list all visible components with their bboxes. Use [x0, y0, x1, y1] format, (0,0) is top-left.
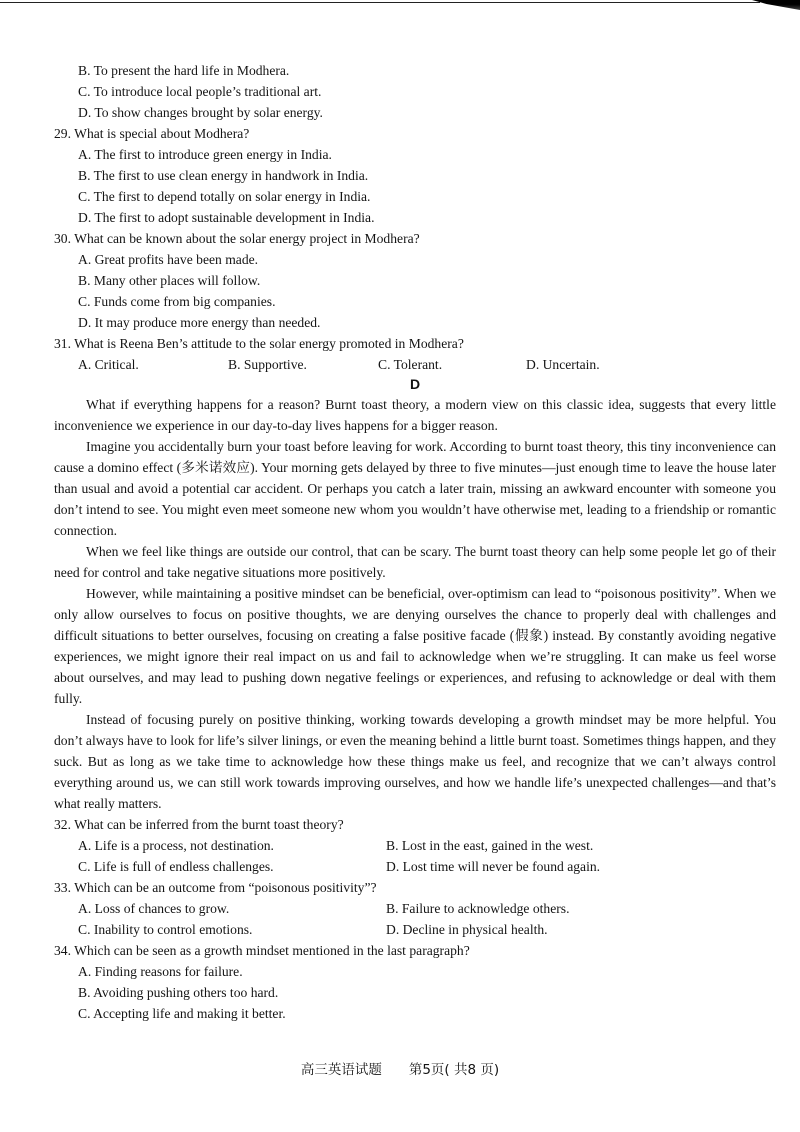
q28-option-d: D. To show changes brought by solar energy. [78, 105, 323, 120]
q29-option-c: C. The first to depend totally on solar energy in India. [78, 189, 371, 204]
passage-paragraph-1: What if everything happens for a reason? Burnt toast theory, a modern view on this classic idea, suggests that every little inconvenience we experience in our day-to-day lives happens for a bigger reason. [54, 397, 776, 433]
q34-option-c: C. Accepting life and making it better. [78, 1006, 286, 1021]
q32-option-d: D. Lost time will never be found again. [386, 859, 601, 874]
q32-option-b: B. Lost in the east, gained in the west. [386, 838, 594, 853]
q33-stem: 33. Which can be an outcome from “poisonous positivity”? [54, 880, 377, 895]
page-footer: 高三英语试题 第5页( 共8 页) [300, 1062, 500, 1078]
q31-options-row [54, 354, 776, 375]
q32-options-row-2 [54, 856, 776, 877]
q31-option-a: A. Critical. [78, 357, 139, 372]
passage-paragraph-2: Imagine you accidentally burn your toast before leaving for work. According to burnt toast theory, this tiny inconvenience can cause a domino effect (多米诺效应). Your morning gets delayed by three to five minutes—just enough time to leave the house later than usual and avoid a potential car accident. Or perhaps you catch a later train, missing an awkward encounter with someone you don’t intend to see. You might even meet someone new whom you wouldn’t have otherwise met, leading to a friendship or romantic connection. [54, 439, 776, 538]
scan-corner-mark [752, 0, 800, 10]
question-32 [54, 814, 776, 877]
q32-option-a: A. Life is a process, not destination. [78, 838, 274, 853]
q29-option-a: A. The first to introduce green energy in India. [78, 147, 332, 162]
q29-stem: 29. What is special about Modhera? [54, 126, 250, 141]
passage-paragraph-4: However, while maintaining a positive mindset can be beneficial, over-optimism can lead to “poisonous positivity”. When we only allow ourselves to focus on positive thoughts, we are denying ourselves the chance to properly deal with challenges and difficult situations to better ourselves, focusing on creating a false positive facade (假象) instead. By constantly avoiding negative experiences, we might ignore their real impact on us and fail to acknowledge when we’re struggling. It can make us feel worse about ourselves, and may lead to pushing down negative feelings or experiences, and refusing to acknowledge or deal with them fully. [54, 586, 776, 706]
q33-options-row-1 [54, 898, 776, 919]
q30-option-d: D. It may produce more energy than needed. [78, 315, 321, 330]
question-30 [54, 228, 776, 333]
q29-option-d: D. The first to adopt sustainable development in India. [78, 210, 375, 225]
q33-option-d: D. Decline in physical health. [386, 922, 548, 937]
q34-stem: 34. Which can be seen as a growth mindset mentioned in the last paragraph? [54, 943, 470, 958]
q34-option-b: B. Avoiding pushing others too hard. [78, 985, 279, 1000]
q34-option-a: A. Finding reasons for failure. [78, 964, 243, 979]
question-34 [54, 940, 776, 1024]
section-title: D [409, 376, 421, 392]
q31-option-d: D. Uncertain. [526, 357, 600, 372]
q33-options-row-2 [54, 919, 776, 940]
passage-d [54, 394, 776, 814]
q33-option-a: A. Loss of chances to grow. [78, 901, 230, 916]
q33-option-c: C. Inability to control emotions. [78, 922, 253, 937]
question-31 [54, 333, 776, 375]
question-29 [54, 123, 776, 228]
q31-option-c: C. Tolerant. [378, 357, 443, 372]
question-33 [54, 877, 776, 940]
q30-option-a: A. Great profits have been made. [78, 252, 259, 267]
q32-stem: 32. What can be inferred from the burnt toast theory? [54, 817, 344, 832]
page-top-edge [0, 2, 760, 3]
q30-option-b: B. Many other places will follow. [78, 273, 261, 288]
q30-option-c: C. Funds come from big companies. [78, 294, 276, 309]
q31-stem: 31. What is Reena Ben’s attitude to the solar energy promoted in Modhera? [54, 336, 464, 351]
q28-option-c: C. To introduce local people’s traditional art. [78, 84, 322, 99]
exam-page [54, 60, 776, 1024]
q32-option-c: C. Life is full of endless challenges. [78, 859, 274, 874]
passage-paragraph-5: Instead of focusing purely on positive thinking, working towards developing a growth mindset may be more helpful. You don’t always have to look for life’s silver linings, or even the meaning behind a little burnt toast. Sometimes things happen, and they suck. But as long as we take time to acknowledge how these things make us feel, and recognize that we can’t always control everything around us, we can still work towards improving ourselves, and how we handle life’s unexpected challenges—and that’s what really matters. [54, 712, 776, 811]
q33-option-b: B. Failure to acknowledge others. [386, 901, 570, 916]
q30-stem: 30. What can be known about the solar energy project in Modhera? [54, 231, 420, 246]
q31-option-b: B. Supportive. [228, 357, 307, 372]
q29-option-b: B. The first to use clean energy in handwork in India. [78, 168, 369, 183]
q28-option-b: B. To present the hard life in Modhera. [78, 63, 290, 78]
question-28-options [54, 60, 776, 123]
passage-paragraph-3: When we feel like things are outside our control, that can be scary. The burnt toast theory can help some people let go of their need for control and take negative situations more positively. [54, 544, 776, 580]
q32-options-row-1 [54, 835, 776, 856]
